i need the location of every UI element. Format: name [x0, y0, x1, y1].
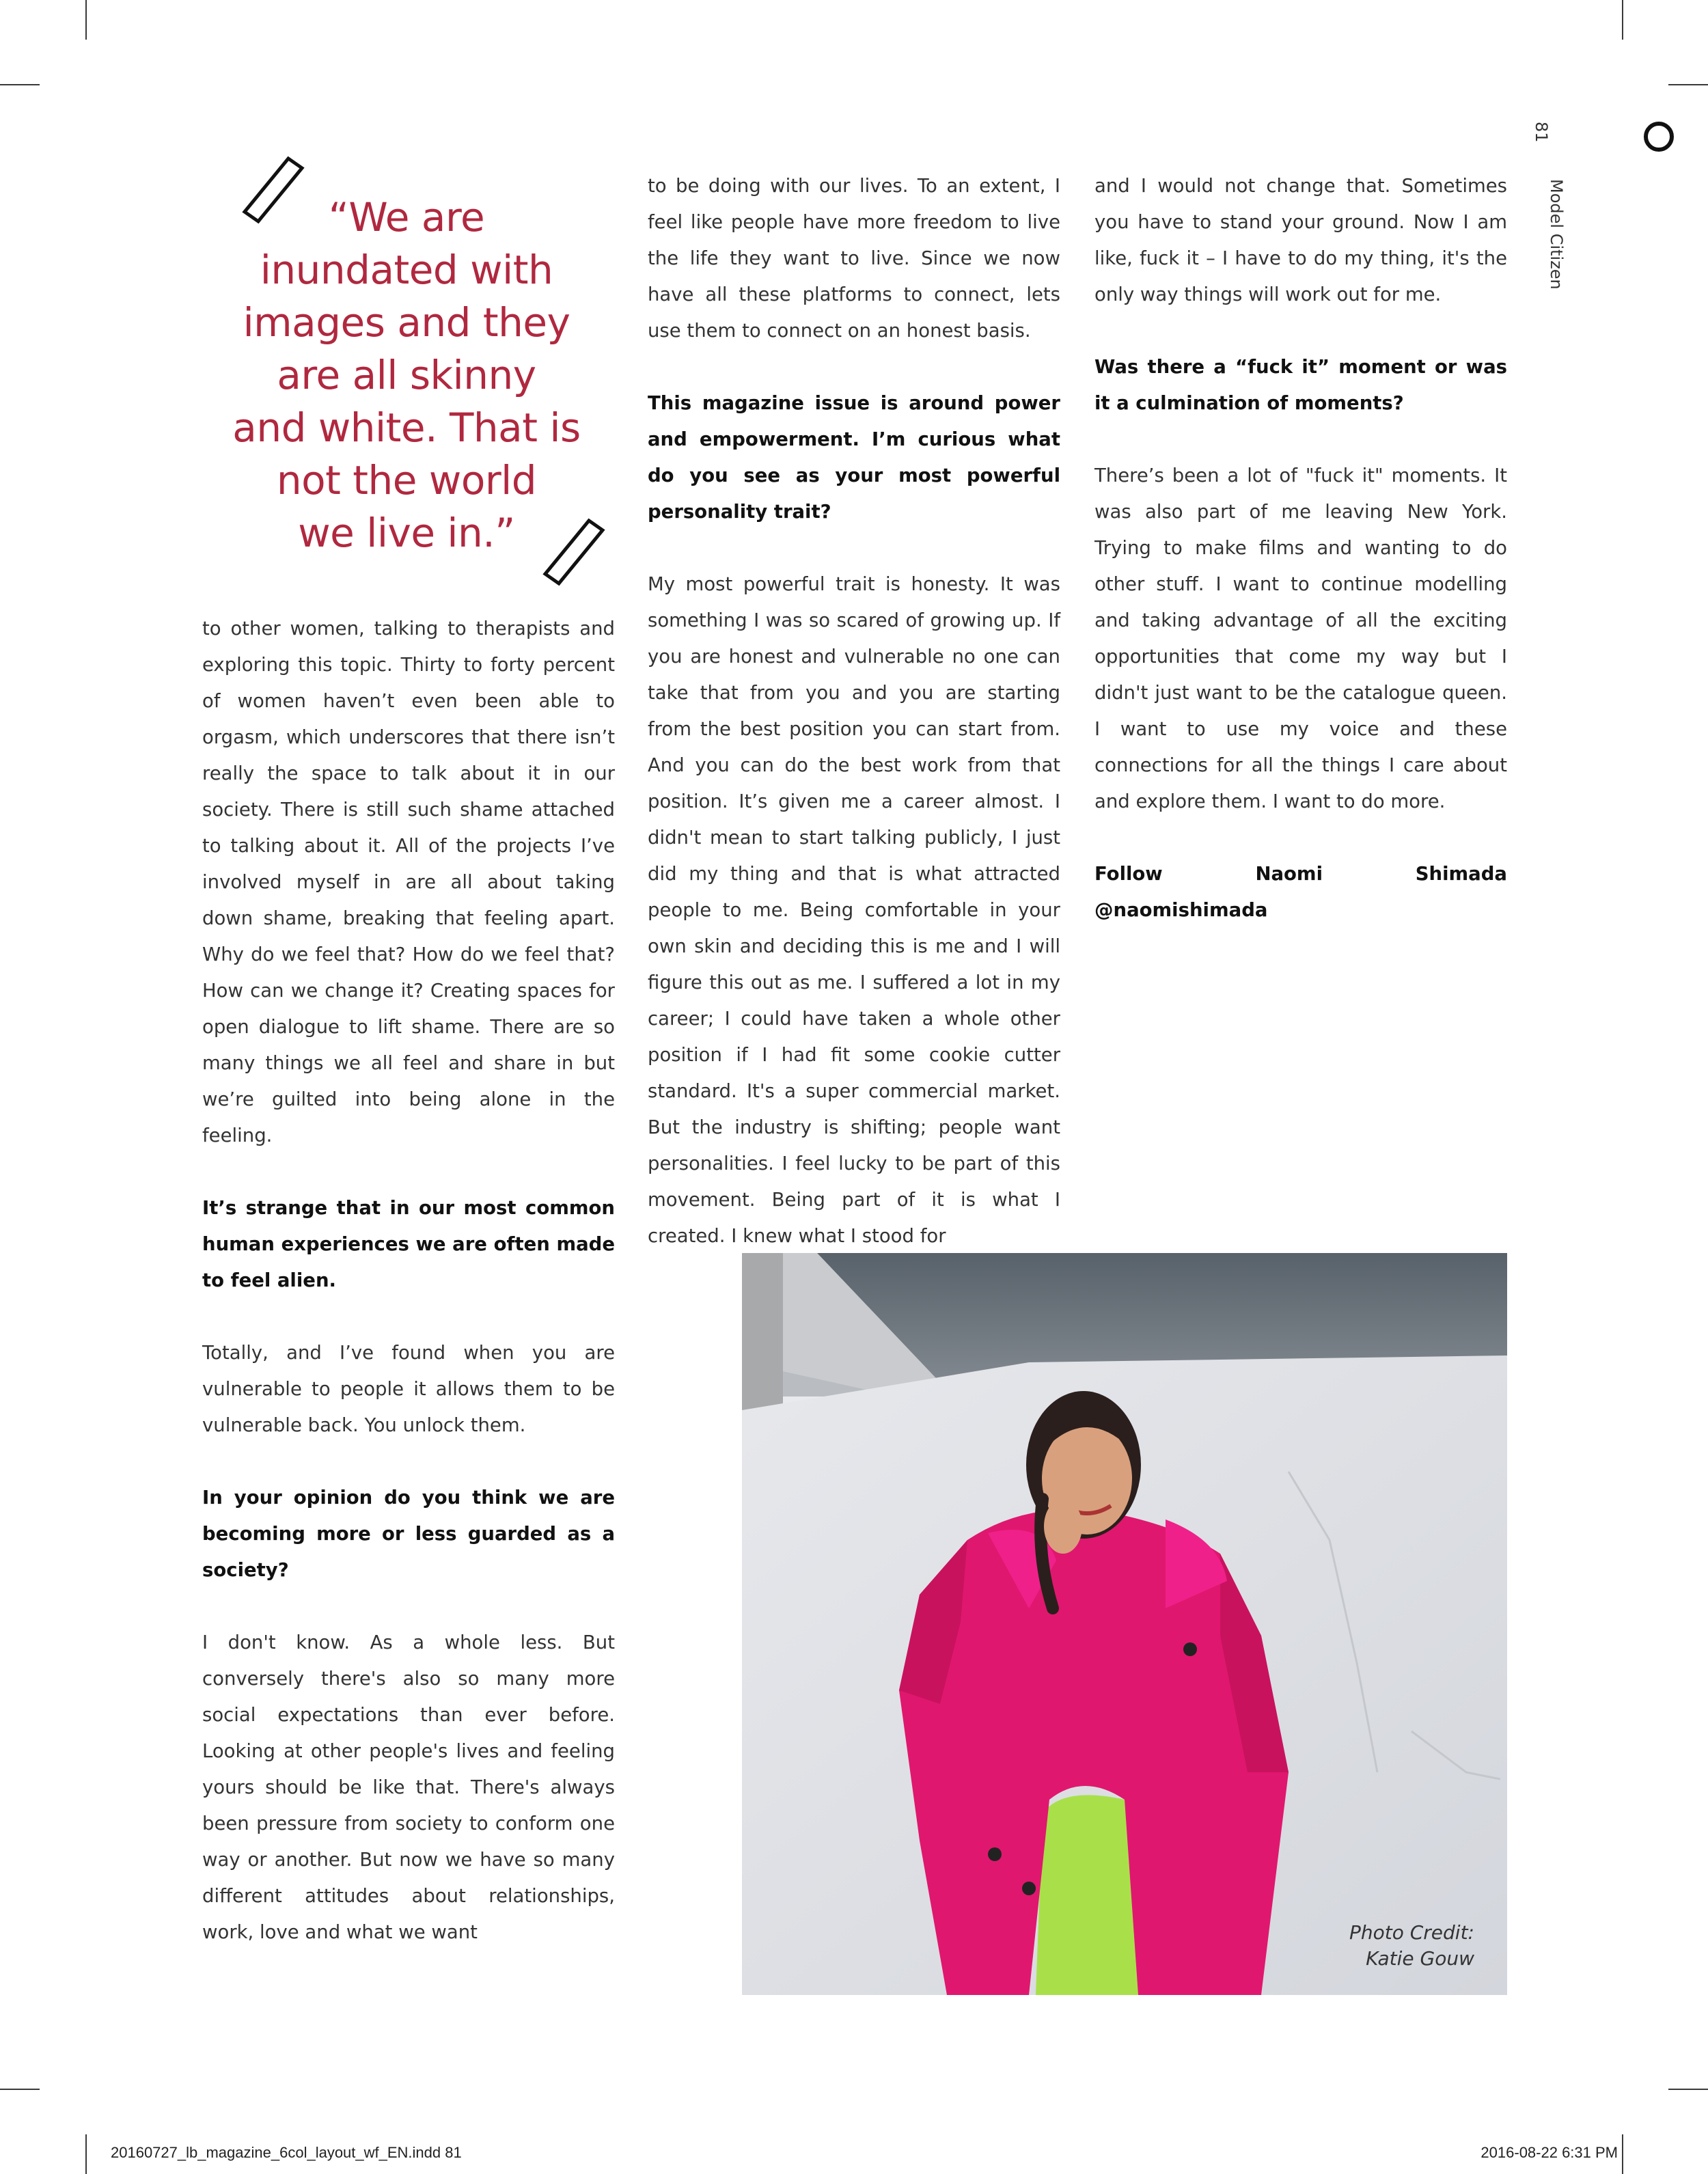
print-slug-file: 20160727_lb_magazine_6col_layout_wf_EN.indd 81	[111, 2144, 462, 2161]
interview-question: It’s strange that in our most common human experiences we are often made to feel alien.	[202, 1197, 615, 1291]
crop-mark	[1622, 2134, 1623, 2174]
pull-quote-line: “We are	[328, 194, 485, 240]
answer-paragraph: to be doing with our lives. To an extent, I feel like people have more freedom to live the life they want to live. Since we now have all these platforms to connect, lets use them to connect on an honest basis.	[648, 175, 1060, 342]
photo-credit-label: Photo Credit:	[1349, 1921, 1474, 1944]
answer-paragraph: Totally, and I’ve found when you are vulnerable to people it allows them to be vulnerable back. You unlock them.	[202, 1342, 615, 1436]
answer-paragraph: I don't know. As a whole less. But conversely there's also so many more social expectations than ever before. Looking at other people's lives and feeling yours should be like that. There's always been pressure from society to conform one way or another. But now we have so many different attitudes about relationships, work, love and what we want	[202, 1632, 615, 1943]
answer-paragraph: to other women, talking to therapists and exploring this topic. Thirty to forty percent of women haven’t even been able to orgasm, which underscores that there isn’t really the space to talk about it in our society. There is still such shame attached to talking about it. All of the projects I’ve involved myself in are all about taking down shame, breaking that feeling apart. Why do we feel that? How do we feel that? How can we change it? Creating spaces for open dialogue to lift shame. There are so many things we all feel and share in but we’re guilted into being alone in the feeling.	[202, 618, 615, 1146]
social-handle: Follow Naomi Shimada @naomishimada	[1094, 863, 1507, 921]
crop-mark	[0, 2089, 40, 2090]
section-title: Model Citizen	[1547, 179, 1566, 290]
crop-mark	[1668, 84, 1708, 85]
answer-paragraph: My most powerful trait is honesty. It was something I was so scared of growing up. If you are honest and vulnerable no one can take that from you and you are starting from the best position you can start from. And you can do the best work from that position. It’s given me a career almost. I didn't mean to start talking publicly, I just did my thing and that is what attracted people to me. Being comfortable in your own skin and deciding this is me and I will figure this out as me. I suffered a lot in my career; I could have taken a whole other position if I had fit some cookie cutter standard. It's a super commercial market. But the industry is shifting; people want personalities. I feel lucky to be part of this movement. Being part of it is what I created. I knew what I stood for	[648, 573, 1060, 1247]
magazine-logo	[1644, 122, 1674, 152]
crop-mark	[1668, 2089, 1708, 2090]
article-column-right	[1094, 168, 1507, 928]
quote-close-icon	[541, 518, 607, 586]
pull-quote-line: images and they	[243, 299, 570, 346]
answer-paragraph: There’s been a lot of "fuck it" moments. It was also part of me leaving New York. Trying to make films and wanting to do other stuff. I want to continue modelling and taking advantage of all the exciting opportunities that come my way but I didn't just want to be the catalogue queen. I want to use my voice and these connections for all the things I care about and explore them. I want to do more.	[1094, 465, 1507, 812]
interview-question: In your opinion do you think we are becoming more or less guarded as a society?	[202, 1487, 615, 1581]
crop-mark	[85, 0, 87, 40]
interview-question: This magazine issue is around power and empowerment. I’m curious what do you see as your most powerful personality trait?	[648, 392, 1060, 523]
pull-quote-line: are all skinny	[277, 352, 536, 398]
pull-quote-line: we live in.”	[298, 510, 515, 556]
crop-mark	[85, 2134, 87, 2174]
portrait-illustration	[742, 1253, 1507, 1995]
photo-credit	[1349, 1920, 1474, 1972]
portrait-photo	[742, 1253, 1507, 1995]
crop-mark	[0, 84, 40, 85]
pull-quote	[225, 191, 588, 560]
answer-paragraph: and I would not change that. Sometimes you have to stand your ground. Now I am like, fuck it – I have to do my thing, it's the only way things will work out for me.	[1094, 175, 1507, 305]
pull-quote-line: not the world	[276, 457, 537, 504]
photo-credit-name: Katie Gouw	[1366, 1947, 1474, 1970]
interview-question: Was there a “fuck it” moment or was it a culmination of moments?	[1094, 356, 1507, 414]
pull-quote-line: inundated with	[260, 247, 553, 293]
pull-quote-line: and white. That is	[232, 404, 581, 451]
article-column-middle	[648, 168, 1060, 1254]
print-slug-date: 2016-08-22 6:31 PM	[1480, 2144, 1618, 2161]
crop-mark	[1622, 0, 1623, 40]
page-number: 81	[1532, 122, 1551, 143]
article-column-left	[202, 611, 615, 1951]
